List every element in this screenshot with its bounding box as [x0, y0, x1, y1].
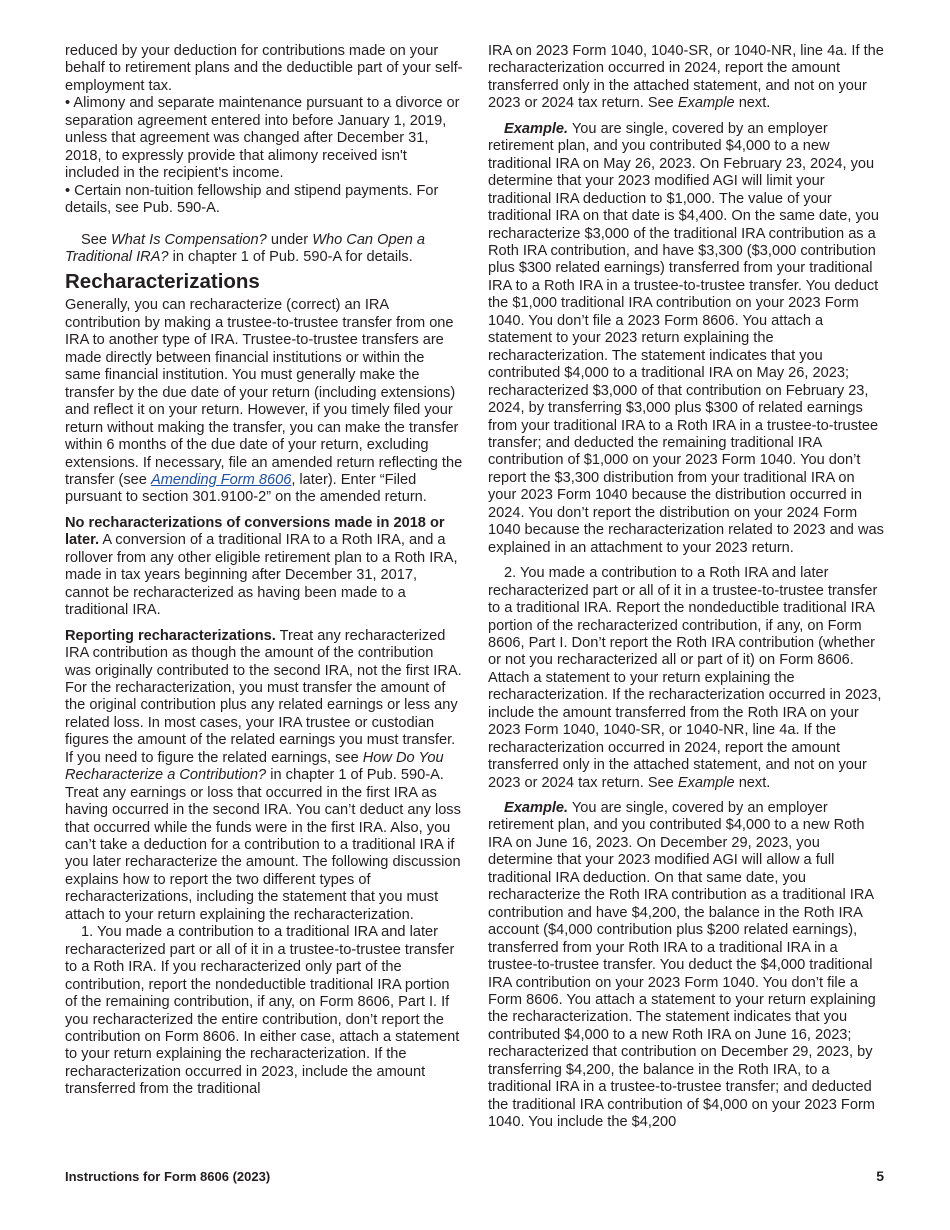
run-in-heading: No recharacterizations of conversions made in 2018 or later.: [65, 514, 445, 549]
page-number: 5: [876, 1168, 884, 1184]
text-run: You are single, covered by an employer retirement plan, and you contributed $4,000 to a new Roth IRA on June 16, 2023. On December 29, 2023, you determine that your 2023 modified AGI will allow a full traditional IRA deduction. On that same date, you recharacterize the Roth IRA contribution as a traditional IRA contribution and have $4,200, the balance in the Roth IRA account ($4,000 contribution plus $200 related earnings), transferred from your Roth IRA to a traditional IRA in a trustee-to-trustee transfer. You deduct the $4,000 traditional IRA contribution on your 2023 Form 1040. You don’t file a Form 8606. You attach a statement to your return explaining the recharacterization. The statement indicates that you contributed $4,000 to a new Roth IRA on June 16, 2023; recharacterized that contribution on December 29, 2023, by transferring $4,200, the balance in the Roth IRA, to a traditional IRA in a trustee-to-trustee transfer; and deducted the traditional IRA contribution of $4,000 on your 2023 Form 1040. You include the $4,200: [488, 800, 876, 1131]
link-amending-form-8606[interactable]: Amending Form 8606: [150, 471, 292, 488]
text-run: Treat any recharacterized IRA contribution as though the amount of the contribution was originally contributed to the second IRA, not the first IRA. For the recharacterization, you must transfer the amount of the original contribution plus any related earnings or less any related loss. In most cases, your IRA trustee or custodian figures the amount of the related earnings you must transfer. If you need to figure the related earnings, see: [65, 627, 462, 766]
section-heading: [65, 270, 463, 294]
paragraph: [65, 43, 463, 95]
paragraph: [65, 95, 463, 182]
right-column: [488, 43, 886, 1132]
text-run: Recharacterizations: [65, 270, 260, 294]
paragraph: [65, 297, 463, 506]
text-run: in chapter 1 of Pub. 590-A. Treat any earnings or loss that occurred in the first IRA as having occurred in the second IRA. You can’t deduct any loss that occurred while the funds were in the first IRA. Also, you can’t take a deduction for a contribution to a traditional IRA if you later recharacterize the amount. The following discussion explains how to report the two different types of recharacterizations, including the statement that you must attach to your return explaining the recharacterization.: [65, 767, 461, 923]
run-in-heading: Reporting recharacterizations.: [65, 627, 276, 644]
text-run: IRA on 2023 Form 1040, 1040-SR, or 1040-NR, line 4a. If the recharacterization occurred in 2024, report the amount transferred only in the attached statement, and not on your 2023 or 2024 tax return. See: [488, 43, 884, 112]
paragraph: [65, 628, 463, 925]
text-run: , later). Enter “Filed pursuant to section 301.9100-2” on the amended return.: [65, 471, 427, 506]
text-run: • Alimony and separate maintenance pursuant to a divorce or separation agreement entered into before January 1, 2019, unless that agreement was changed after December 31, 2018, to expressly provide that alimony received isn't included in the recipient's income.: [65, 95, 460, 182]
paragraph: [488, 565, 886, 792]
left-column: [65, 43, 463, 1099]
text-run: Generally, you can recharacterize (correct) an IRA contribution by making a trustee-to-trustee transfer from one IRA to another type of IRA. Trustee-to-trustee transfers are made directly between financial institutions or within the same financial institution. You must generally make the transfer by the due date of your return (including extensions) and reflect it on your return. However, if you timely filed your return without making the transfer, you can make the transfer within 6 months of the due date of your return, excluding extensions. If necessary, file an amended return reflecting the transfer (see: [65, 297, 463, 488]
paragraph: [65, 515, 463, 620]
text-run: You are single, covered by an employer retirement plan, and you contributed $4,000 to a new traditional IRA on May 26, 2023. On February 23, 2024, you determine that your 2023 modified AGI will limit your traditional IRA deduction to $1,000. The value of your traditional IRA on that date is $4,400. On the same date, you recharacterize $3,000 of the traditional IRA contribution as a Roth IRA contribution, and have $3,300 ($3,000 contribution plus $300 related earnings) transferred from your traditional IRA to a Roth IRA in a trustee-to-trustee transfer. You deduct the $1,000 traditional IRA contribution on your 2023 Form 1040. You don’t file a 2023 Form 8606. You attach a statement to your 2023 return explaining the recharacterization. The statement indicates that you contributed $4,000 to a traditional IRA on May 26, 2023; recharacterized $3,000 of that contribution on February 23, 2024, by transferring $3,000 plus $300 of related earnings from your traditional IRA to a Roth IRA in a trustee-to-trustee transfer; and deducted the remaining traditional IRA contribution of $1,000 on your 2023 Form 1040. You don’t report the $3,300 distribution from your traditional IRA on your 2023 Form 1040 because the distribution occurred in 2024. You don’t report the distribution on your 2024 Form 1040 because the recharacterization related to 2023 and was explained in an attachment to your 2023 return.: [488, 120, 884, 556]
text-run: reduced by your deduction for contributions made on your behalf to retirement plans and the deductible part of your self-employment tax.: [65, 43, 463, 94]
text-run: Who Can Open a Traditional IRA?: [65, 231, 425, 265]
text-run: Example: [677, 774, 735, 791]
text-run: A conversion of a traditional IRA to a Roth IRA, and a rollover from any other eligible retirement plan to a Roth IRA, made in tax years beginning after December 31, 2017, cannot be recharacterized as having been made to a traditional IRA.: [65, 532, 458, 619]
text-run: What Is Compensation?: [111, 231, 267, 248]
text-run: under: [266, 231, 313, 248]
paragraph: [65, 183, 463, 218]
text-run: in chapter 1 of Pub. 590-A for details.: [168, 248, 413, 265]
run-in-heading: Example.: [504, 120, 569, 137]
text-run: 2. You made a contribution to a Roth IRA and later recharacterized part or all of it in a trustee-to-trustee transfer to a traditional IRA. Report the nondeductible traditional IRA portion of the recharacterized contribution, if any, on Form 8606, Part I. Don’t report the Roth IRA contribution (whether or not you recharacterized all or part of it) on Form 8606. Attach a statement to your return explaining the recharacterization. If the recharacterization occurred in 2023, include the amount transferred from the Roth IRA on your 2023 Form 1040, 1040-SR, or 1040-NR, line 4a. If the recharacterization occurred in 2024, report the amount transferred only in the attached statement, and not on your 2023 or 2024 tax return. See: [488, 565, 882, 791]
text-run: See: [81, 231, 112, 248]
text-run: next.: [734, 774, 771, 791]
paragraph: [65, 232, 463, 267]
footer-title: Instructions for Form 8606 (2023): [65, 1169, 271, 1184]
text-run: • Certain non-tuition fellowship and stipend payments. For details, see Pub. 590-A.: [65, 182, 439, 217]
text-run: 1. You made a contribution to a traditional IRA and later recharacterized part or all of it in a trustee-to-trustee transfer to a Roth IRA. If you recharacterized only part of the contribution, report the nondeductible traditional IRA portion of the remaining contribution, if any, on Form 8606, Part I. If you recharacterized the entire contribution, don’t report the contribution on Form 8606. In either case, attach a statement to your return explaining the recharacterization. If the recharacterization occurred in 2023, include the amount transferred from the traditional: [65, 924, 460, 1098]
run-in-heading: Example.: [504, 800, 569, 817]
paragraph: [488, 121, 886, 557]
text-run: Example: [677, 95, 735, 112]
paragraph: [65, 924, 463, 1099]
paragraph: [488, 800, 886, 1132]
text-run: next.: [734, 95, 771, 112]
paragraph: [488, 43, 886, 113]
text-run: How Do You Recharacterize a Contribution?: [65, 749, 444, 784]
